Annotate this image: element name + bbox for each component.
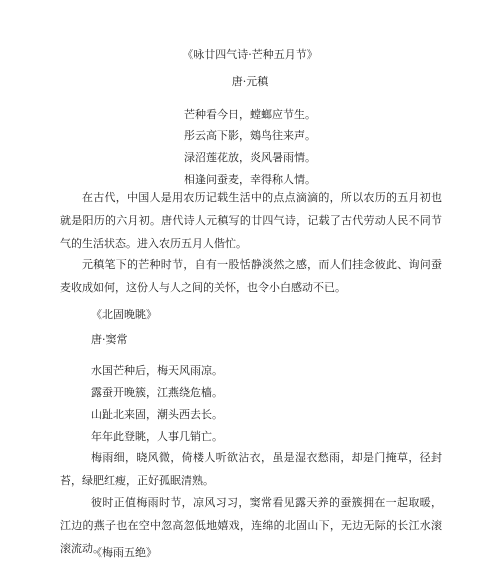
poem3-title: 《梅雨五绝》 — [91, 546, 157, 559]
poem2-paragraph-1: 梅雨细，晓风微，倚楼人听欲沾衣，虽是湿衣愁雨，却是门掩草，径封苔，绿肥红瘦，正好孤眠清熟。 — [60, 451, 442, 487]
poem1-paragraph-1: 在古代，中国人是用农历记载生活中的点点滴滴的，所以农历的五月初也就是阳历的六月初。唐代诗人元稹写的廿四气诗，记载了古代劳动人民不同节气的生活状态。进入农历五月人偕忙。 — [60, 191, 442, 250]
poem1-line: 彤云高下影，鴳鸟往来声。 — [184, 129, 316, 142]
poem1-line: 芒种看今日，螳螂应节生。 — [184, 108, 316, 121]
poem2-title: 《北固晚眺》 — [91, 308, 157, 321]
poem1-line: 相逢问蚕麦，幸得称人情。 — [184, 173, 316, 186]
poem2-paragraph-2: 彼时正值梅雨时节，凉风习习，窦常看见露天养的蚕簇拥在一起取暖，江边的燕子也在空中忽高忽低地嬉戏，连绵的北固山下，无边无际的长江水滚滚流动。 — [60, 496, 442, 555]
poem2-line: 水国芒种后，梅天风雨凉。 — [91, 364, 223, 377]
poem1-author: 唐·元稹 — [231, 75, 269, 88]
poem2-line: 露蚕开晚簇，江燕绕危樯。 — [91, 386, 223, 399]
poem2-line: 山趾北来固，潮头西去长。 — [91, 408, 223, 421]
poem2-author: 唐·窦常 — [91, 333, 128, 346]
poem1-title: 《咏廿四气诗·芒种五月节》 — [182, 48, 318, 61]
poem1-paragraph-2: 元稹笔下的芒种时节，自有一股恬静淡然之感，而人们挂念彼此、询问蚕麦收成如何，这份人与人之间的关怀，也令小白感动不已。 — [60, 258, 442, 294]
poem1-line: 渌沼莲花放，炎风暑雨情。 — [184, 151, 316, 164]
poem2-line: 年年此登眺，人事几销亡。 — [91, 430, 223, 443]
